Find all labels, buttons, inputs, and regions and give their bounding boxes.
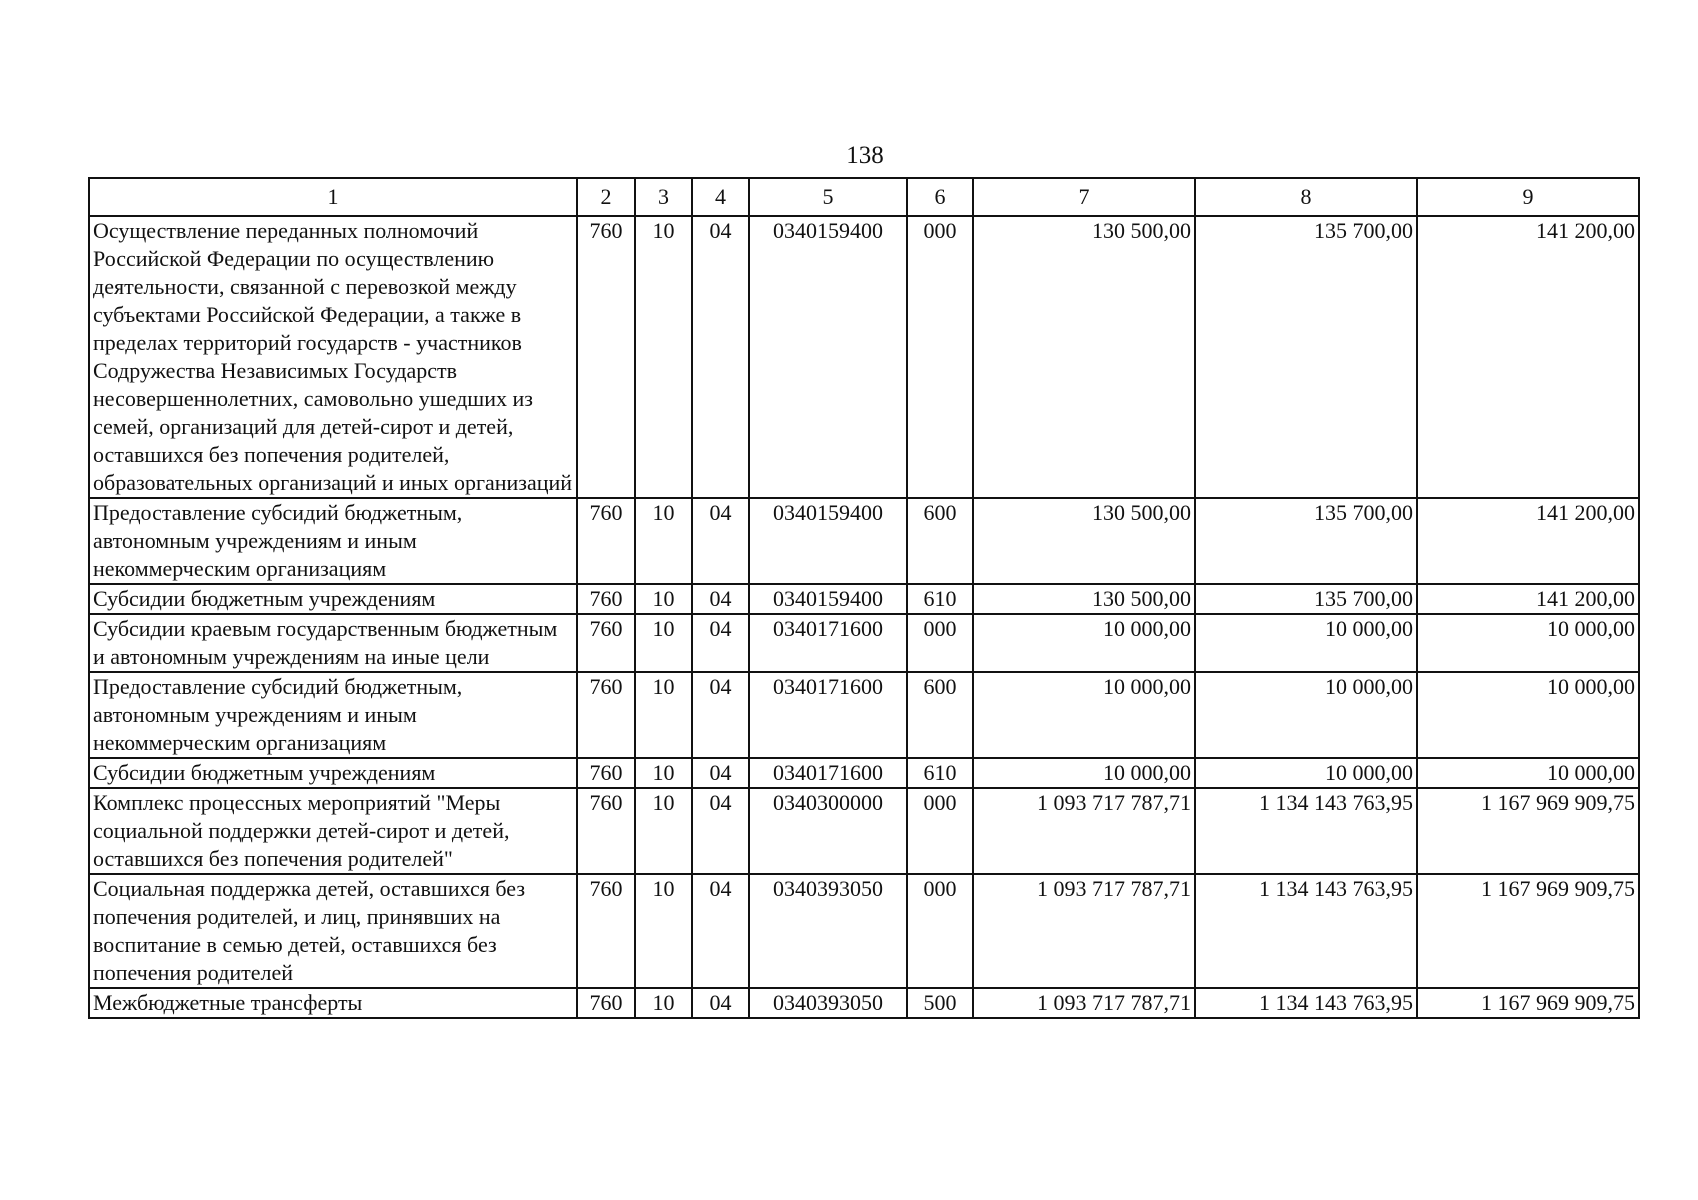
column-header: 4 (692, 178, 749, 216)
code-cell: 760 (577, 988, 635, 1018)
code-cell: 760 (577, 584, 635, 614)
code-cell: 0340159400 (749, 584, 907, 614)
amount-cell: 130 500,00 (973, 498, 1195, 584)
item-name: Межбюджетные трансферты (89, 988, 577, 1018)
column-header-row (89, 178, 1639, 216)
code-cell: 0340171600 (749, 672, 907, 758)
table-row (89, 498, 1639, 584)
code-cell: 000 (907, 874, 973, 988)
table-row (89, 874, 1639, 988)
code-cell: 760 (577, 788, 635, 874)
code-cell: 760 (577, 614, 635, 672)
code-cell: 0340300000 (749, 788, 907, 874)
code-cell: 04 (692, 216, 749, 498)
amount-cell: 1 093 717 787,71 (973, 988, 1195, 1018)
item-name: Субсидии бюджетным учреждениям (89, 584, 577, 614)
amount-cell: 1 093 717 787,71 (973, 874, 1195, 988)
code-cell: 10 (635, 614, 692, 672)
code-cell: 760 (577, 672, 635, 758)
code-cell: 0340171600 (749, 758, 907, 788)
column-header: 6 (907, 178, 973, 216)
column-header: 9 (1417, 178, 1639, 216)
item-name: Предоставление субсидий бюджетным, автономным учреждениям и иным некоммерческим организациям (89, 498, 577, 584)
code-cell: 10 (635, 788, 692, 874)
table-row (89, 672, 1639, 758)
amount-cell: 10 000,00 (973, 758, 1195, 788)
amount-cell: 10 000,00 (1417, 614, 1639, 672)
column-header: 3 (635, 178, 692, 216)
amount-cell: 135 700,00 (1195, 216, 1417, 498)
amount-cell: 141 200,00 (1417, 498, 1639, 584)
code-cell: 10 (635, 584, 692, 614)
code-cell: 04 (692, 758, 749, 788)
code-cell: 0340393050 (749, 988, 907, 1018)
column-header: 1 (89, 178, 577, 216)
item-name: Социальная поддержка детей, оставшихся без попечения родителей, и лиц, принявших на воспитание в семью детей, оставшихся без попечения родителей (89, 874, 577, 988)
amount-cell: 1 167 969 909,75 (1417, 874, 1639, 988)
code-cell: 10 (635, 216, 692, 498)
item-name: Предоставление субсидий бюджетным, автономным учреждениям и иным некоммерческим организациям (89, 672, 577, 758)
code-cell: 04 (692, 498, 749, 584)
amount-cell: 1 167 969 909,75 (1417, 788, 1639, 874)
table-row (89, 216, 1639, 498)
amount-cell: 1 167 969 909,75 (1417, 988, 1639, 1018)
table-row (89, 584, 1639, 614)
code-cell: 000 (907, 614, 973, 672)
page-number: 138 (846, 142, 884, 169)
amount-cell: 141 200,00 (1417, 584, 1639, 614)
budget-table (88, 177, 1640, 1019)
column-header: 2 (577, 178, 635, 216)
code-cell: 500 (907, 988, 973, 1018)
code-cell: 0340393050 (749, 874, 907, 988)
code-cell: 000 (907, 216, 973, 498)
code-cell: 600 (907, 498, 973, 584)
amount-cell: 135 700,00 (1195, 498, 1417, 584)
table-row (89, 988, 1639, 1018)
amount-cell: 10 000,00 (1417, 758, 1639, 788)
code-cell: 10 (635, 758, 692, 788)
amount-cell: 1 093 717 787,71 (973, 788, 1195, 874)
amount-cell: 10 000,00 (973, 614, 1195, 672)
amount-cell: 135 700,00 (1195, 584, 1417, 614)
code-cell: 600 (907, 672, 973, 758)
table-row (89, 788, 1639, 874)
code-cell: 10 (635, 498, 692, 584)
amount-cell: 10 000,00 (1195, 758, 1417, 788)
amount-cell: 141 200,00 (1417, 216, 1639, 498)
column-header: 8 (1195, 178, 1417, 216)
code-cell: 760 (577, 758, 635, 788)
code-cell: 10 (635, 672, 692, 758)
code-cell: 000 (907, 788, 973, 874)
code-cell: 610 (907, 758, 973, 788)
code-cell: 04 (692, 672, 749, 758)
item-name: Субсидии краевым государственным бюджетным и автономным учреждениям на иные цели (89, 614, 577, 672)
item-name: Осуществление переданных полномочий Российской Федерации по осуществлению деятельности, связанной с перевозкой между субъектами Российской Федерации, а также в пределах территорий государств - участников Содружества Независимых Государств несовершеннолетних, самовольно ушедших из семей, организаций для детей-сирот и детей, оставшихся без попечения родителей, образовательных организаций и иных организаций (89, 216, 577, 498)
code-cell: 04 (692, 614, 749, 672)
code-cell: 04 (692, 788, 749, 874)
amount-cell: 10 000,00 (1195, 614, 1417, 672)
amount-cell: 1 134 143 763,95 (1195, 988, 1417, 1018)
code-cell: 10 (635, 874, 692, 988)
amount-cell: 130 500,00 (973, 584, 1195, 614)
amount-cell: 1 134 143 763,95 (1195, 874, 1417, 988)
code-cell: 04 (692, 988, 749, 1018)
amount-cell: 10 000,00 (1417, 672, 1639, 758)
code-cell: 0340159400 (749, 498, 907, 584)
code-cell: 04 (692, 874, 749, 988)
amount-cell: 10 000,00 (1195, 672, 1417, 758)
amount-cell: 1 134 143 763,95 (1195, 788, 1417, 874)
code-cell: 760 (577, 498, 635, 584)
table-row (89, 614, 1639, 672)
code-cell: 10 (635, 988, 692, 1018)
code-cell: 760 (577, 216, 635, 498)
code-cell: 760 (577, 874, 635, 988)
item-name: Комплекс процессных мероприятий "Меры социальной поддержки детей-сирот и детей, оставшихся без попечения родителей" (89, 788, 577, 874)
code-cell: 0340171600 (749, 614, 907, 672)
column-header: 5 (749, 178, 907, 216)
item-name: Субсидии бюджетным учреждениям (89, 758, 577, 788)
amount-cell: 130 500,00 (973, 216, 1195, 498)
column-header: 7 (973, 178, 1195, 216)
code-cell: 0340159400 (749, 216, 907, 498)
code-cell: 04 (692, 584, 749, 614)
table-row (89, 758, 1639, 788)
amount-cell: 10 000,00 (973, 672, 1195, 758)
code-cell: 610 (907, 584, 973, 614)
